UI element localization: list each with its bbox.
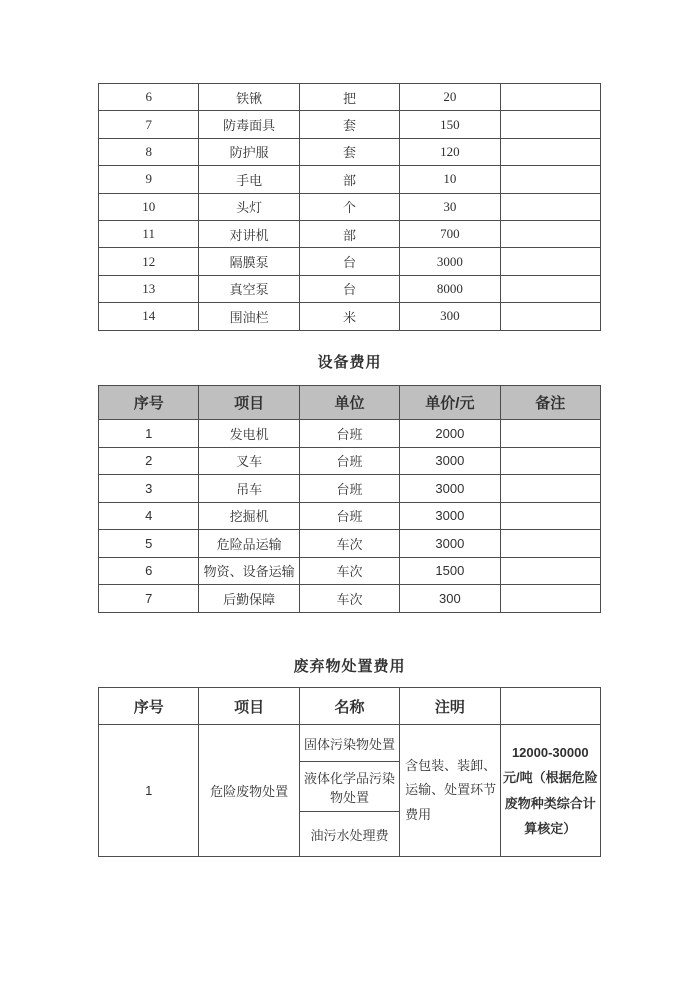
table-row [99, 275, 601, 302]
cell-serial: 9 [99, 166, 199, 193]
cell-note [500, 303, 600, 330]
cell-price: 150 [400, 111, 500, 138]
cell-remark [500, 530, 600, 558]
cell-serial: 1 [99, 725, 199, 857]
cell-note [500, 111, 600, 138]
cell-unit: 台班 [299, 502, 399, 530]
table-row [99, 447, 601, 475]
cell-serial: 10 [99, 193, 199, 220]
cell-price: 300 [400, 585, 500, 613]
cell-price: 120 [400, 138, 500, 165]
cell-price: 3000 [400, 502, 500, 530]
cell-note [500, 275, 600, 302]
table-row [99, 420, 601, 448]
waste-disposal-table [98, 687, 601, 857]
table-row [99, 502, 601, 530]
cell-price: 10 [400, 166, 500, 193]
cell-note [500, 220, 600, 247]
cell-item: 防护服 [199, 138, 299, 165]
header-name: 名称 [299, 688, 399, 725]
cell-serial: 3 [99, 475, 199, 503]
table-row [99, 193, 601, 220]
cell-annotation: 含包装、装卸、运输、处置环节费用 [400, 725, 500, 857]
table-row [99, 84, 601, 111]
cell-serial: 6 [99, 84, 199, 111]
header-unit: 单位 [299, 386, 399, 420]
section-title-waste-disposal-cost: 废弃物处置费用 [293, 659, 406, 675]
cell-unit: 个 [299, 193, 399, 220]
cell-price: 700 [400, 220, 500, 247]
cell-serial: 6 [99, 557, 199, 585]
section-title-equipment-cost: 设备费用 [317, 355, 382, 371]
cell-note [500, 193, 600, 220]
cell-name-liquid-chemical-waste: 液体化学品污染物处置 [299, 762, 399, 812]
cell-serial: 7 [99, 585, 199, 613]
cell-item: 物资、设备运输 [199, 557, 299, 585]
cell-remark [500, 475, 600, 503]
cell-item: 危险废物处置 [199, 725, 299, 857]
cell-unit: 台班 [299, 447, 399, 475]
cell-unit: 部 [299, 220, 399, 247]
cell-price: 3000 [400, 248, 500, 275]
cell-note [500, 248, 600, 275]
cell-unit: 车次 [299, 530, 399, 558]
cell-remark [500, 502, 600, 530]
cell-price: 30 [400, 193, 500, 220]
cell-item: 围油栏 [199, 303, 299, 330]
table-row [99, 220, 601, 247]
table-header-row [99, 386, 601, 420]
cell-serial: 8 [99, 138, 199, 165]
table-row [99, 557, 601, 585]
cell-serial: 4 [99, 502, 199, 530]
cell-unit: 部 [299, 166, 399, 193]
cell-serial: 12 [99, 248, 199, 275]
cell-unit: 套 [299, 138, 399, 165]
cell-note [500, 84, 600, 111]
header-item: 项目 [199, 386, 299, 420]
header-item: 项目 [199, 688, 299, 725]
header-annotation: 注明 [400, 688, 500, 725]
cell-item: 后勤保障 [199, 585, 299, 613]
cell-remark [500, 447, 600, 475]
cell-remark [500, 557, 600, 585]
cell-serial: 5 [99, 530, 199, 558]
cell-price: 2000 [400, 420, 500, 448]
cell-unit: 台 [299, 248, 399, 275]
cell-item: 吊车 [199, 475, 299, 503]
cell-serial: 11 [99, 220, 199, 247]
cell-item: 对讲机 [199, 220, 299, 247]
cell-price: 300 [400, 303, 500, 330]
cell-price: 3000 [400, 447, 500, 475]
cell-remark [500, 420, 600, 448]
table-row [99, 530, 601, 558]
header-serial: 序号 [99, 688, 199, 725]
cell-unit: 台班 [299, 475, 399, 503]
cell-item: 头灯 [199, 193, 299, 220]
table-row [99, 166, 601, 193]
header-serial: 序号 [99, 386, 199, 420]
equipment-cost-table [98, 385, 601, 613]
supplies-table [98, 83, 601, 331]
cell-unit: 套 [299, 111, 399, 138]
cell-unit: 车次 [299, 585, 399, 613]
table-row [99, 475, 601, 503]
table-row [99, 138, 601, 165]
cell-price: 3000 [400, 475, 500, 503]
cell-serial: 13 [99, 275, 199, 302]
cell-item: 铁锹 [199, 84, 299, 111]
cell-note [500, 138, 600, 165]
header-blank [500, 688, 600, 725]
cell-remark [500, 585, 600, 613]
cell-item: 手电 [199, 166, 299, 193]
table-row [99, 111, 601, 138]
cell-price: 8000 [400, 275, 500, 302]
cell-note [500, 166, 600, 193]
cell-price: 1500 [400, 557, 500, 585]
cell-price-range: 12000-30000 元/吨（根据危险废物种类综合计算核定） [500, 725, 600, 857]
cell-serial: 7 [99, 111, 199, 138]
cell-serial: 2 [99, 447, 199, 475]
cell-unit: 车次 [299, 557, 399, 585]
header-unit-price: 单价/元 [400, 386, 500, 420]
cell-item: 真空泵 [199, 275, 299, 302]
cell-price: 3000 [400, 530, 500, 558]
table-row [99, 585, 601, 613]
cell-unit: 米 [299, 303, 399, 330]
cell-item: 挖掘机 [199, 502, 299, 530]
cell-name-oily-water-treatment: 油污水处理费 [299, 812, 399, 857]
cell-name-solid-waste: 固体污染物处置 [299, 725, 399, 762]
cell-serial: 14 [99, 303, 199, 330]
cell-item: 发电机 [199, 420, 299, 448]
cell-item: 防毒面具 [199, 111, 299, 138]
cell-unit: 台班 [299, 420, 399, 448]
cell-serial: 1 [99, 420, 199, 448]
cell-item: 危险品运输 [199, 530, 299, 558]
table-row [99, 303, 601, 330]
header-remark: 备注 [500, 386, 600, 420]
cell-item: 隔膜泵 [199, 248, 299, 275]
table-header-row [99, 688, 601, 725]
cell-unit: 把 [299, 84, 399, 111]
cell-item: 叉车 [199, 447, 299, 475]
table-row [99, 248, 601, 275]
table-row [99, 725, 601, 762]
cell-price: 20 [400, 84, 500, 111]
cell-unit: 台 [299, 275, 399, 302]
